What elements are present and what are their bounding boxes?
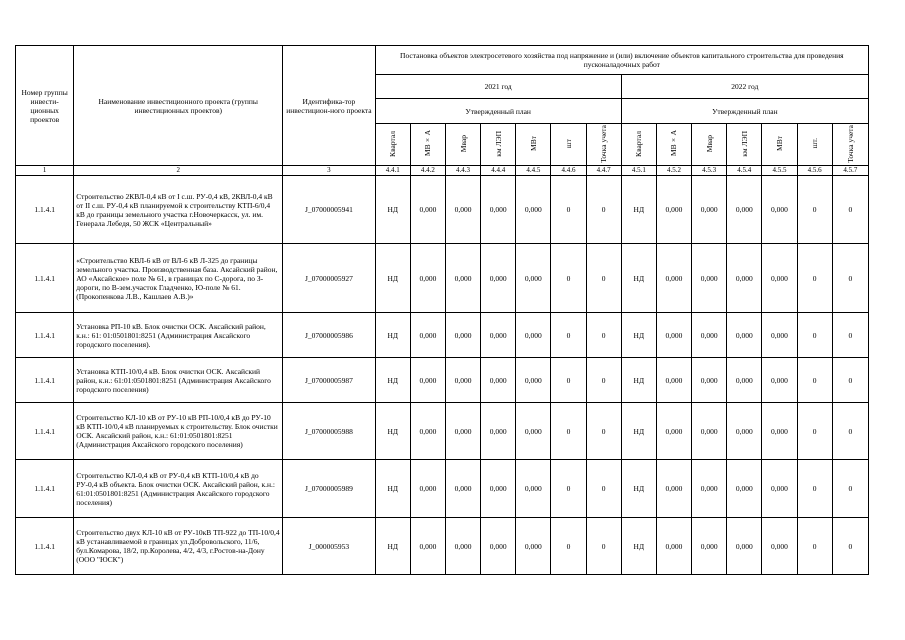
column-number: 4.4.6	[551, 166, 586, 176]
header-subcolumn	[375, 124, 410, 166]
value-cell: 0,000	[727, 358, 762, 403]
header-plan-2022: Утвержденный план	[621, 99, 868, 124]
value-cell: НД	[375, 403, 410, 460]
value-cell: 0	[797, 244, 832, 313]
header-subcolumn	[586, 124, 621, 166]
value-cell: 0,000	[762, 244, 797, 313]
value-cell: 0	[586, 244, 621, 313]
column-number: 4.5.6	[797, 166, 832, 176]
project-name-cell: Установка РП-10 кВ. Блок очистки ОСК. Аксайский район, к.н.: 61: 01:0501801:8251 (Администрация Аксайского городского поселения).	[74, 313, 283, 358]
header-subcolumn-label: км ЛЭП	[739, 130, 749, 157]
header-subcolumn	[410, 124, 445, 166]
value-cell: 0,000	[656, 518, 691, 575]
project-id-cell: J_07000005927	[283, 244, 375, 313]
header-subcolumn	[692, 124, 727, 166]
value-cell: 0	[551, 244, 586, 313]
value-cell: 0	[797, 460, 832, 518]
header-main: Постановка объектов электросетевого хозяйства под напряжение и (или) включение объектов капитального строительства для проведения пусконаладочных работ	[375, 46, 868, 75]
value-cell: 0,000	[762, 403, 797, 460]
column-number: 4.5.7	[832, 166, 868, 176]
group-number-cell: 1.1.4.1	[16, 176, 74, 244]
project-id-cell: J_07000005941	[283, 176, 375, 244]
table-row	[16, 176, 869, 244]
value-cell: 0,000	[410, 244, 445, 313]
value-cell: НД	[375, 460, 410, 518]
value-cell: 0,000	[481, 403, 516, 460]
header-subcolumn-label: МВ×А	[669, 130, 679, 157]
value-cell: 0	[832, 460, 868, 518]
value-cell: 0	[586, 313, 621, 358]
value-cell: 0,000	[692, 460, 727, 518]
column-number: 3	[283, 166, 375, 176]
header-subcolumn	[551, 124, 586, 166]
value-cell: НД	[375, 313, 410, 358]
value-cell: 0	[832, 244, 868, 313]
column-number: 4.4.3	[445, 166, 480, 176]
column-number: 4.4.5	[516, 166, 551, 176]
value-cell: 0	[551, 403, 586, 460]
header-subcolumn-label: шт.	[810, 138, 820, 149]
value-cell: 0,000	[481, 176, 516, 244]
value-cell: 0	[832, 176, 868, 244]
value-cell: 0	[832, 403, 868, 460]
project-name-cell: Строительство КЛ-10 кВ от РУ-10 кВ РП-10/0,4 кВ до РУ-10 кВ КТП-10/0,4 кВ планируемых к строительству. Блок очистки ОСК. Аксайский район, к.н.: 61:01:0501801:8251 (Администрация Аксайского городского поселения)	[74, 403, 283, 460]
value-cell: 0,000	[656, 176, 691, 244]
value-cell: НД	[375, 518, 410, 575]
value-cell: НД	[375, 358, 410, 403]
group-number-cell: 1.1.4.1	[16, 358, 74, 403]
value-cell: 0	[551, 460, 586, 518]
value-cell: 0,000	[410, 518, 445, 575]
value-cell: 0	[797, 313, 832, 358]
column-number: 4.4.1	[375, 166, 410, 176]
value-cell: 0,000	[445, 176, 480, 244]
header-year-2021: 2021 год	[375, 75, 621, 99]
value-cell: 0,000	[516, 176, 551, 244]
column-number: 4.4.4	[481, 166, 516, 176]
value-cell: 0,000	[762, 313, 797, 358]
value-cell: 0	[832, 358, 868, 403]
header-subcolumn-label: МВт	[528, 136, 538, 151]
value-cell: 0	[586, 460, 621, 518]
value-cell: 0,000	[727, 244, 762, 313]
value-cell: 0,000	[445, 313, 480, 358]
value-cell: НД	[621, 358, 656, 403]
project-id-cell: J_07000005986	[283, 313, 375, 358]
value-cell: 0,000	[445, 460, 480, 518]
column-number: 2	[74, 166, 283, 176]
column-number: 4.5.3	[692, 166, 727, 176]
group-number-cell: 1.1.4.1	[16, 313, 74, 358]
project-id-cell: J_07000005989	[283, 460, 375, 518]
value-cell: 0,000	[516, 460, 551, 518]
value-cell: 0,000	[410, 403, 445, 460]
value-cell: 0	[797, 518, 832, 575]
value-cell: 0,000	[410, 313, 445, 358]
header-subcolumn	[516, 124, 551, 166]
value-cell: 0,000	[762, 518, 797, 575]
header-subcolumn	[481, 124, 516, 166]
header-subcolumn-label: шт	[564, 138, 573, 149]
value-cell: 0	[551, 176, 586, 244]
project-id-cell: J_000005953	[283, 518, 375, 575]
project-name-cell: «Строительство КВЛ-6 кВ от ВЛ-6 кВ Л-325 до границы земельного участка. Производственная база. Аксайский район, АО «Аксайское» поле № 61, в границах по С-дорога, по З-дороги, по В-зем.участок Гладченко, Ю-поле № 61.(Прокопенкова Л.В., Кашлаев А.В.)»	[74, 244, 283, 313]
value-cell: 0,000	[516, 518, 551, 575]
value-cell: 0,000	[410, 358, 445, 403]
value-cell: НД	[621, 176, 656, 244]
value-cell: 0,000	[410, 460, 445, 518]
header-subcolumn-label: Квартал	[634, 130, 644, 157]
header-subcolumn	[762, 124, 797, 166]
value-cell: 0,000	[727, 313, 762, 358]
column-number: 4.4.7	[586, 166, 621, 176]
value-cell: 0,000	[692, 313, 727, 358]
value-cell: 0,000	[692, 244, 727, 313]
value-cell: 0,000	[445, 403, 480, 460]
value-cell: 0	[551, 518, 586, 575]
value-cell: 0	[797, 403, 832, 460]
header-project-id: Идентифика-тор инвестицион-ного проекта	[283, 46, 375, 166]
value-cell: 0,000	[656, 403, 691, 460]
value-cell: 0	[832, 313, 868, 358]
project-id-cell: J_07000005988	[283, 403, 375, 460]
value-cell: 0,000	[656, 244, 691, 313]
value-cell: 0	[586, 176, 621, 244]
value-cell: 0	[832, 518, 868, 575]
value-cell: 0,000	[410, 176, 445, 244]
value-cell: 0,000	[727, 176, 762, 244]
investment-table	[15, 45, 869, 575]
value-cell: 0,000	[445, 358, 480, 403]
value-cell: 0,000	[762, 358, 797, 403]
value-cell: 0	[586, 518, 621, 575]
header-subcolumn	[621, 124, 656, 166]
group-number-cell: 1.1.4.1	[16, 460, 74, 518]
group-number-cell: 1.1.4.1	[16, 518, 74, 575]
value-cell: 0,000	[656, 358, 691, 403]
value-cell: 0,000	[727, 460, 762, 518]
value-cell: 0,000	[445, 244, 480, 313]
value-cell: 0,000	[516, 313, 551, 358]
column-number: 4.4.2	[410, 166, 445, 176]
value-cell: 0,000	[762, 176, 797, 244]
table-row	[16, 313, 869, 358]
column-number: 4.5.4	[727, 166, 762, 176]
value-cell: 0	[797, 358, 832, 403]
header-plan-2021: Утвержденный план	[375, 99, 621, 124]
column-number: 1	[16, 166, 74, 176]
value-cell: 0,000	[481, 313, 516, 358]
table-row	[16, 244, 869, 313]
value-cell: 0,000	[516, 244, 551, 313]
header-subcolumn-label: км ЛЭП	[493, 130, 503, 157]
header-subcolumn-label: МВ×А	[423, 130, 433, 157]
column-number: 4.5.5	[762, 166, 797, 176]
value-cell: НД	[621, 313, 656, 358]
header-subcolumn	[797, 124, 832, 166]
header-subcolumn-label: Точка учета	[845, 124, 855, 163]
value-cell: 0,000	[516, 403, 551, 460]
project-name-cell: Строительство 2КВЛ-0,4 кВ от I с.ш. РУ-0,4 кВ, 2КВЛ-0,4 кВ от II с.ш. РУ-0,4 кВ планируемой к строительству КТП-6/0,4 кВ до границы земельного участка г.Новочеркасск, ул. им. Генерала Лебедя, 50 ЖСК «Центральный»	[74, 176, 283, 244]
value-cell: НД	[375, 244, 410, 313]
header-group-number: Номер группы инвести-ционных проектов	[16, 46, 74, 166]
table-row	[16, 358, 869, 403]
value-cell: 0,000	[481, 518, 516, 575]
value-cell: 0,000	[445, 518, 480, 575]
header-subcolumn	[656, 124, 691, 166]
header-subcolumn-label: Мвар	[458, 134, 468, 153]
value-cell: 0,000	[762, 460, 797, 518]
value-cell: 0,000	[727, 518, 762, 575]
header-year-2022: 2022 год	[621, 75, 868, 99]
value-cell: 0,000	[656, 313, 691, 358]
value-cell: 0,000	[481, 460, 516, 518]
header-subcolumn	[727, 124, 762, 166]
project-name-cell: Строительство КЛ-0,4 кВ от РУ-0,4 кВ КТП-10/0,4 кВ до РУ-0,4 кВ объекта. Блок очистки ОСК. Аксайский район, к.н.: 61:01:0501801:8251 (Администрация Аксайского городского поселения)	[74, 460, 283, 518]
value-cell: 0,000	[481, 244, 516, 313]
value-cell: 0	[586, 358, 621, 403]
value-cell: 0,000	[516, 358, 551, 403]
header-subcolumn	[832, 124, 868, 166]
value-cell: НД	[621, 403, 656, 460]
header-subcolumn	[445, 124, 480, 166]
value-cell: 0,000	[656, 460, 691, 518]
value-cell: 0	[551, 313, 586, 358]
value-cell: 0	[797, 176, 832, 244]
value-cell: 0,000	[692, 176, 727, 244]
group-number-cell: 1.1.4.1	[16, 403, 74, 460]
table-row	[16, 460, 869, 518]
value-cell: НД	[375, 176, 410, 244]
table-row	[16, 403, 869, 460]
value-cell: 0,000	[481, 358, 516, 403]
column-number: 4.5.1	[621, 166, 656, 176]
project-name-cell: Строительство двух КЛ-10 кВ от РУ-10кВ ТП-922 до ТП-10/0,4 кВ устанавливаемой в границах ул.Добровольского, 11/6, бул.Комарова, 18/2, пр.Королева, 4/2, 4/3, г.Ростов-на-Дону (ООО "ЮСК")	[74, 518, 283, 575]
header-subcolumn-label: Точка учета	[599, 124, 609, 163]
value-cell: 0,000	[692, 358, 727, 403]
header-subcolumn-label: Квартал	[388, 130, 398, 157]
project-name-cell: Установка КТП-10/0,4 кВ. Блок очистки ОСК. Аксайский район, к.н.: 61:01:0501801:8251 (Администрация Аксайского городского поселения)	[74, 358, 283, 403]
project-id-cell: J_07000005987	[283, 358, 375, 403]
value-cell: 0	[586, 403, 621, 460]
table-row	[16, 518, 869, 575]
header-subcolumn-label: МВт	[774, 136, 784, 151]
value-cell: 0,000	[692, 403, 727, 460]
group-number-cell: 1.1.4.1	[16, 244, 74, 313]
column-number: 4.5.2	[656, 166, 691, 176]
value-cell: 0,000	[692, 518, 727, 575]
value-cell: 0	[551, 358, 586, 403]
header-project-name: Наименование инвестиционного проекта (группы инвестиционных проектов)	[74, 46, 283, 166]
value-cell: НД	[621, 244, 656, 313]
value-cell: НД	[621, 460, 656, 518]
value-cell: 0,000	[727, 403, 762, 460]
header-subcolumn-label: Мвар	[704, 134, 714, 153]
value-cell: НД	[621, 518, 656, 575]
